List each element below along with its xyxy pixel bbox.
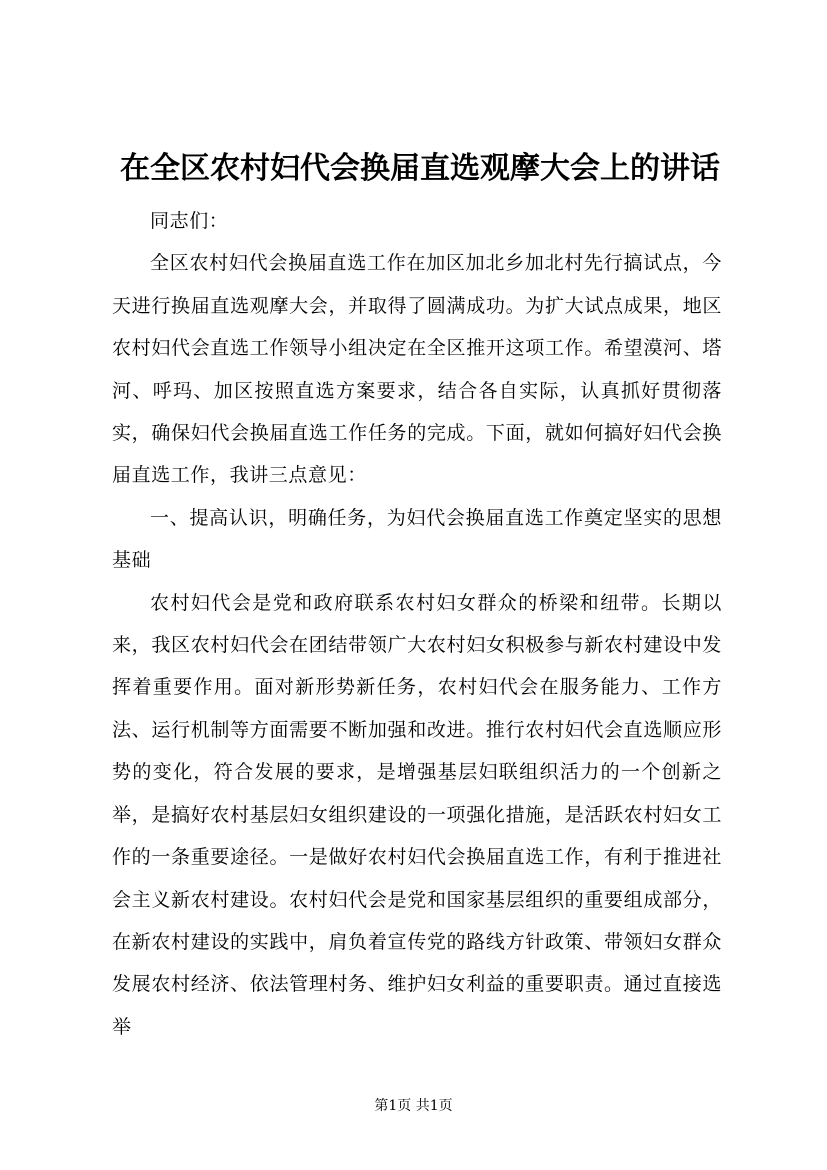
page-footer: 第1页 共1页 [374,1098,453,1114]
paragraph-body: 农村妇代会是党和政府联系农村妇女群众的桥梁和纽带。长期以来，我区农村妇代会在团结带领广大农村妇女积极参与新农村建设中发挥着重要作用。面对新形势新任务，农村妇代会在服务能力、工作方法、运行机制等方面需要不断加强和改进。推行农村妇代会直选顺应形势的变化，符合发展的要求，是增强基层妇联组织活力的一个创新之举，是搞好农村基层妇女组织建设的一项强化措施，是活跃农村妇女工作的一条重要途径。一是做好农村妇代会换届直选工作，有利于推进社会主义新农村建设。农村妇代会是党和国家基层组织的重要组成部分，在新农村建设的实践中，肩负着宣传党的路线方针政策、带领妇女群众发展农村经济、依法管理村务、维护妇女利益的重要职责。通过直接选举 [112,591,722,1038]
section-heading-one: 一、提高认识，明确任务，为妇代会换届直选工作奠定坚实的思想基础 [112,506,722,572]
salutation: 同志们： [150,210,229,232]
document-title: 在全区农村妇代会换届直选观摩大会上的讲话 [120,151,720,186]
paragraph-intro: 全区农村妇代会换届直选工作在加区加北乡加北村先行搞试点，今天进行换届直选观摩大会，并取得了圆满成功。为扩大试点成果，地区农村妇代会直选工作领导小组决定在全区推开这项工作。希望漠河、塔河、呼玛、加区按照直选方案要求，结合各自实际，认真抓好贯彻落实，确保妇代会换届直选工作任务的完成。下面，就如何搞好妇代会换届直选工作，我讲三点意见： [112,252,722,487]
document-body [112,200,722,1048]
